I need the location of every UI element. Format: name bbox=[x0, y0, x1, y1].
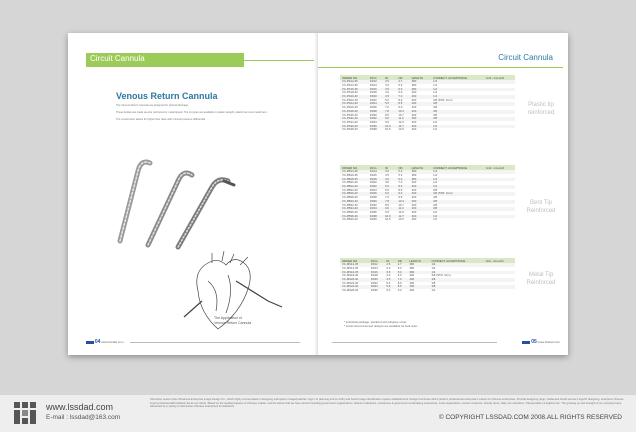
table-cell: 4.5 bbox=[385, 180, 389, 185]
table-cell: 5.0 bbox=[383, 185, 396, 189]
table-cell: 400 bbox=[411, 119, 417, 124]
table-cell: 5.3 bbox=[398, 172, 403, 177]
table-cell: 4.0 bbox=[385, 90, 389, 95]
caption-line: Venous Return Cannula bbox=[214, 321, 252, 325]
table-cell: 6.0 bbox=[383, 192, 396, 196]
group-label-line: Plastic tip bbox=[528, 102, 554, 108]
page-marker bbox=[86, 341, 94, 344]
cannula-products-image bbox=[108, 141, 258, 251]
table-cell: FR40 bbox=[369, 217, 377, 222]
table-group-label bbox=[518, 271, 564, 287]
table-cell: 3/8 (STR. form) bbox=[433, 97, 453, 102]
table-cell: 1/2 bbox=[433, 127, 438, 132]
table-cell: 3/8 bbox=[429, 278, 483, 282]
table-cell-empty bbox=[484, 128, 515, 132]
table-cell: 8.0 bbox=[396, 185, 409, 189]
table-cell: 3.0 bbox=[385, 82, 389, 87]
table-cell: VC-PS26-40 bbox=[342, 105, 358, 110]
table-cell: 9.0 bbox=[398, 105, 403, 110]
spec-table-metal bbox=[340, 258, 515, 293]
table-group-label bbox=[518, 199, 564, 215]
table-cell: FR20 bbox=[369, 278, 385, 282]
table-cell: 400 bbox=[409, 280, 415, 285]
spec-table-plastic bbox=[340, 75, 515, 132]
table-cell: 11.0 bbox=[396, 207, 409, 211]
table-cell: 3/8 bbox=[431, 200, 484, 204]
table-cell: 5.3 bbox=[397, 265, 402, 270]
table-cell: FR14 bbox=[370, 265, 378, 270]
table-cell: FR18 bbox=[369, 90, 377, 95]
brochure-spread bbox=[68, 33, 568, 355]
table-cell: 5.3 bbox=[398, 82, 403, 87]
section-banner bbox=[86, 53, 244, 67]
table-cell: 10.5 bbox=[385, 217, 391, 222]
table-cell: 400 bbox=[410, 192, 432, 196]
footer-rule bbox=[332, 342, 497, 343]
company-disclaimer: Shenzhen Lesson Hitun Business Enterprise Image Design Co., which highly concentrated in designing enterprise's image(material / logo / VI planning and so forth) and brand image identification system establishment. Design brochures which perform professional enterprise's culture for Chinese enterprises. Provide designing (logo / trademark brand service's logo/VI designing, enterprise Chinese import professional/foundation list as our client). Based on the leading features of Chinese market, and the clients that we have served including government organizations, finance institutions, enterprises & government undertaking enterprises, mass organization, tourism business, Faculty items, daily use industries, Transportation & logistics etc. The growing up and strength of our company have witnessed by a variety of well-known Chinese enterprises & institutions. bbox=[150, 398, 624, 409]
table-cell: 7.0 bbox=[398, 180, 403, 185]
column-header: OD bbox=[396, 258, 408, 263]
table-cell: 9.0 bbox=[383, 207, 396, 211]
illustration-caption bbox=[214, 316, 251, 326]
table-cell: 1/4 bbox=[431, 80, 484, 84]
table-row bbox=[340, 218, 515, 222]
table-cell: VC-PB24-40 bbox=[342, 187, 358, 192]
table-cell: 1/4 bbox=[433, 180, 438, 185]
right-page-footer bbox=[522, 339, 560, 345]
footer-url: www.lssdad.com bbox=[537, 339, 560, 344]
contact-email[interactable]: E-mail : lssdad@163.com bbox=[46, 414, 121, 421]
table-cell: 3/8 (STR. form) bbox=[431, 192, 484, 196]
table-cell: VC-PS16-35 bbox=[340, 88, 368, 92]
table-cell: 400 bbox=[411, 195, 417, 200]
table-cell: 400 bbox=[411, 127, 417, 132]
table-cell: 1/2 bbox=[433, 209, 438, 214]
table-cell: 400 bbox=[410, 200, 432, 204]
table-cell: 7.0 bbox=[396, 278, 408, 282]
table-cell: 9.5 bbox=[385, 119, 389, 124]
table-cell: 9.5 bbox=[398, 195, 403, 200]
table-cell: 400 bbox=[411, 180, 417, 185]
table-cell: 9.0 bbox=[397, 288, 402, 293]
column-header: CONNECT. ACCEPTANCE bbox=[431, 165, 484, 170]
table-cell: VC-MS24-40 bbox=[340, 285, 369, 289]
table-cell: VC-MS12-35 bbox=[340, 263, 369, 267]
table-cell: FR16 bbox=[369, 172, 377, 177]
table-cell: 3/8 bbox=[431, 102, 484, 106]
table-cell: 10.5 bbox=[385, 127, 391, 132]
page-number: 04 bbox=[94, 339, 101, 345]
column-header: Unit : mm,inch bbox=[484, 258, 515, 263]
table-cell: VC-PS12-35 bbox=[340, 80, 368, 84]
table-cell: 13.5 bbox=[398, 217, 404, 222]
table-cell: VC-MS26-40 bbox=[342, 288, 359, 293]
table-cell: 1/4 bbox=[433, 172, 438, 177]
table-cell: 8.0 bbox=[398, 97, 403, 102]
table-cell: 1/2 bbox=[431, 288, 436, 293]
table-cell: 8.5 bbox=[396, 285, 408, 289]
table-cell: FR28 bbox=[368, 110, 383, 114]
column-header: CONNECT. ACCEPTANCE bbox=[431, 75, 484, 80]
table-cell: 5.5 bbox=[383, 102, 396, 106]
column-header: OD bbox=[396, 165, 409, 170]
table-cell: 1/4 bbox=[431, 170, 484, 174]
table-cell: FR32 bbox=[368, 117, 383, 121]
right-page-title: Circuit Cannula bbox=[498, 53, 553, 62]
table-cell: VC-PB18-35 bbox=[340, 178, 368, 182]
banner-rule bbox=[244, 60, 314, 61]
table-cell: 400 bbox=[411, 97, 417, 102]
intro-text bbox=[116, 104, 276, 125]
table-cell: 3/8 bbox=[431, 280, 436, 285]
table-cell: VC-MS14-35 bbox=[342, 265, 359, 270]
table-cell: 1/4 bbox=[431, 95, 484, 99]
table-cell: FR26 bbox=[368, 192, 383, 196]
table-cell: 1/2 bbox=[431, 215, 484, 219]
table-cell: FR32 bbox=[369, 202, 377, 207]
table-cell: 8.5 bbox=[396, 102, 409, 106]
table-cell: 5.0 bbox=[385, 97, 389, 102]
column-header: LENGTH bbox=[410, 165, 432, 170]
table-cell: 7.0 bbox=[396, 95, 409, 99]
table-cell: 5.5 bbox=[384, 285, 395, 289]
table-cell: VC-PS38-40 bbox=[342, 127, 358, 132]
table-cell: 400 bbox=[410, 207, 432, 211]
table-cell: FR20 bbox=[369, 180, 377, 185]
copyright-notice: © COPYRIGHT LSSDAD.COM 2008.ALL RIGHTS RESERVED bbox=[438, 414, 622, 421]
table-cell: FR30 bbox=[368, 200, 383, 204]
column-header: Unit : mm,inch bbox=[484, 165, 515, 170]
table-cell: VC-MS20-40 bbox=[340, 278, 369, 282]
table-cell: 8.5 bbox=[385, 112, 389, 117]
site-logo-icon bbox=[14, 402, 36, 424]
table-cell: 4.0 bbox=[383, 178, 396, 182]
table-cell: 6.0 bbox=[398, 90, 403, 95]
table-cell: 1/4 bbox=[429, 263, 483, 267]
table-cell: 1/2 bbox=[431, 125, 484, 129]
table-cell: 1/4 bbox=[431, 265, 436, 270]
table-cell: 10.3 bbox=[396, 110, 409, 114]
table-cell: VC-PB40-40 bbox=[342, 217, 358, 222]
table-cell: 7.8 bbox=[383, 110, 396, 114]
table-cell: VC-MS22-40 bbox=[342, 280, 359, 285]
table-cell: FR22 bbox=[368, 185, 383, 189]
table-cell: FR34 bbox=[369, 119, 377, 124]
table-cell: FR28 bbox=[369, 195, 377, 200]
table-cell: 5.3 bbox=[396, 170, 409, 174]
table-cell: FR14 bbox=[368, 170, 383, 174]
table-cell: 3.5 bbox=[384, 271, 395, 275]
table-cell: 10.0 bbox=[383, 125, 396, 129]
table-cell: 380 bbox=[410, 80, 432, 84]
column-header: ID bbox=[383, 75, 396, 80]
table-cell: 2.5 bbox=[384, 263, 395, 267]
table-cell: 8.0 bbox=[397, 280, 402, 285]
table-cell: 380 bbox=[407, 271, 429, 275]
table-cell: FR18 bbox=[370, 273, 378, 278]
table-cell: 3/8 bbox=[433, 187, 438, 192]
intro-paragraph: The Venous Return Cannula are designed for optimal drainage. bbox=[116, 104, 189, 107]
table-cell: 380 bbox=[410, 178, 432, 182]
table-cell: VC-PS32-40 bbox=[340, 117, 368, 121]
table-cell: 400 bbox=[410, 110, 432, 114]
column-header: FR.G bbox=[369, 258, 385, 263]
table-cell: 3/8 bbox=[429, 285, 483, 289]
group-label-line: Reinforced bbox=[526, 208, 556, 214]
column-header: ORDER NO. bbox=[340, 258, 369, 263]
caption-line: The Application of bbox=[214, 316, 242, 320]
column-header: ID bbox=[383, 165, 396, 170]
footer-url: www.lssdad.com bbox=[101, 339, 124, 344]
page-marker bbox=[522, 341, 530, 344]
table-notes bbox=[344, 320, 418, 328]
table-cell: 1/2 bbox=[433, 217, 438, 222]
spec-table-bent bbox=[340, 165, 515, 222]
table-cell: 3/8 bbox=[433, 202, 438, 207]
right-page bbox=[318, 33, 568, 355]
table-cell: FR26 bbox=[370, 288, 378, 293]
table-cell: VC-PS20-40 bbox=[340, 95, 368, 99]
table-cell: 3.5 bbox=[383, 88, 396, 92]
table-cell: FR14 bbox=[369, 82, 377, 87]
group-label-line: reinforced bbox=[527, 110, 555, 116]
table-cell: VC-MS18-40 bbox=[342, 273, 359, 278]
table-cell: 380 bbox=[407, 263, 429, 267]
column-header: ORDER NO. bbox=[340, 165, 368, 170]
column-header: ORDER NO. bbox=[340, 75, 368, 80]
table-cell: FR26 bbox=[369, 105, 377, 110]
table-cell-empty bbox=[484, 289, 515, 293]
table-cell: VC-MS16-35 bbox=[340, 271, 369, 275]
page-title: Venous Return Cannula bbox=[116, 91, 218, 101]
table-cell: 3/8 bbox=[433, 112, 438, 117]
table-cell: FR30 bbox=[369, 112, 377, 117]
table-cell: FR22 bbox=[370, 280, 378, 285]
table-cell: 400 bbox=[411, 187, 417, 192]
table-cell: VC-PB16-35 bbox=[342, 172, 358, 177]
table-cell: FR12 bbox=[368, 80, 383, 84]
table-cell: 1/4 bbox=[429, 271, 483, 275]
table-cell: 9.5 bbox=[385, 209, 389, 214]
table-cell: 4.5 bbox=[383, 95, 396, 99]
table-cell: 400 bbox=[411, 105, 417, 110]
section-banner-label: Circuit Cannula bbox=[90, 54, 145, 63]
table-cell: 380 bbox=[411, 82, 417, 87]
table-cell: FR36 bbox=[369, 209, 377, 214]
table-cell: 5.5 bbox=[385, 187, 389, 192]
table-cell: VC-PB34-40 bbox=[340, 207, 368, 211]
footer-rule bbox=[130, 342, 300, 343]
table-cell: VC-PB26-40 bbox=[340, 192, 368, 196]
table-cell: 10.7 bbox=[398, 202, 404, 207]
table-cell: 13.5 bbox=[398, 127, 404, 132]
table-row bbox=[340, 289, 515, 293]
table-row bbox=[340, 128, 515, 132]
table-cell: VC-PB32-40 bbox=[342, 202, 358, 207]
column-header: Unit : mm,inch bbox=[484, 75, 515, 80]
table-cell: 4.7 bbox=[396, 80, 409, 84]
column-header: FR.G bbox=[368, 165, 383, 170]
table-cell: 11.0 bbox=[396, 117, 409, 121]
table-group-label bbox=[518, 101, 564, 117]
intro-paragraph: These bodies are made as wire reinforced or metal tipped. The tip types are available in plastic straight, plastic bent and metal bent. bbox=[116, 111, 268, 114]
table-cell: 2.5 bbox=[383, 80, 396, 84]
table-cell: 10.3 bbox=[396, 200, 409, 204]
intro-paragraph: The construction allows for higher flow rates with minimal pressure differential. bbox=[116, 118, 206, 121]
table-cell: 3.0 bbox=[386, 265, 391, 270]
table-cell: FR20 bbox=[368, 95, 383, 99]
column-header: FR.G bbox=[368, 75, 383, 80]
table-cell: 400 bbox=[410, 95, 432, 99]
table-cell: FR22 bbox=[369, 97, 377, 102]
table-cell: 1/4 bbox=[433, 82, 438, 87]
table-cell: 3/8 bbox=[433, 195, 438, 200]
table-cell: 7.0 bbox=[385, 105, 389, 110]
table-cell: 400 bbox=[407, 278, 429, 282]
table-cell: 12.7 bbox=[396, 125, 409, 129]
table-cell: 380 bbox=[410, 88, 432, 92]
table-cell: VC-PB30-40 bbox=[340, 200, 368, 204]
column-header: CONNECT. ACCEPTANCE bbox=[429, 258, 483, 263]
table-cell: 12.0 bbox=[398, 209, 404, 214]
group-label-line: Metal Tip bbox=[528, 272, 554, 278]
table-cell: 400 bbox=[410, 117, 432, 121]
table-cell: 3/8 bbox=[433, 105, 438, 110]
column-header: LENGTH bbox=[410, 75, 432, 80]
table-cell: 10.0 bbox=[383, 215, 396, 219]
table-cell: FR16 bbox=[369, 271, 385, 275]
table-cell: FR12 bbox=[369, 263, 385, 267]
table-cell: 8.5 bbox=[398, 187, 403, 192]
table-cell: 5.3 bbox=[396, 271, 408, 275]
table-cell: 5.3 bbox=[396, 88, 409, 92]
table-cell: 400 bbox=[411, 112, 417, 117]
table-cell: 5.0 bbox=[386, 280, 391, 285]
table-cell: VC-PS36-40 bbox=[340, 125, 368, 129]
table-cell: 400 bbox=[410, 185, 432, 189]
column-header: OD bbox=[396, 75, 409, 80]
table-cell: 400 bbox=[410, 102, 432, 106]
table-cell: VC-PS18-40 bbox=[342, 90, 358, 95]
table-cell: 10.7 bbox=[398, 112, 404, 117]
group-label-line: Bent Tip bbox=[529, 200, 552, 206]
table-cell: 9.0 bbox=[383, 117, 396, 121]
table-cell: VC-PS24-40 bbox=[340, 102, 368, 106]
left-page bbox=[68, 33, 318, 355]
table-cell: 1/4 bbox=[431, 88, 484, 92]
table-cell: FR36 bbox=[368, 125, 383, 129]
table-cell: 3/8 (STR. form) bbox=[431, 273, 451, 278]
table-cell: 3.0 bbox=[383, 170, 396, 174]
group-label-line: Reinforced bbox=[526, 280, 556, 286]
note-line: * Customized sizes and designs are available for bulk order bbox=[344, 324, 418, 328]
table-cell: VC-PB38-40 bbox=[340, 215, 368, 219]
table-cell: FR34 bbox=[368, 207, 383, 211]
table-cell: 4.5 bbox=[384, 278, 395, 282]
table-cell: 4.7 bbox=[396, 263, 408, 267]
site-url[interactable]: www.lssdad.com bbox=[46, 402, 114, 412]
table-cell: VC-PS30-40 bbox=[342, 112, 358, 117]
table-cell: FR24 bbox=[368, 102, 383, 106]
table-cell: 400 bbox=[411, 90, 417, 95]
table-cell: 1/4 bbox=[433, 90, 438, 95]
table-cell: 400 bbox=[409, 288, 415, 293]
table-cell: VC-PB28-40 bbox=[342, 195, 358, 200]
table-cell: 7.0 bbox=[385, 195, 389, 200]
title-rule bbox=[318, 67, 563, 68]
table-cell: 400 bbox=[411, 217, 417, 222]
table-cell: FR16 bbox=[368, 88, 383, 92]
table-cell: FR24 bbox=[369, 187, 377, 192]
table-cell: 8.5 bbox=[385, 202, 389, 207]
table-cell: 6.0 bbox=[397, 273, 402, 278]
table-cell: 380 bbox=[409, 265, 415, 270]
table-cell: 4.0 bbox=[386, 273, 391, 278]
table-cell: VC-PS28-40 bbox=[340, 110, 368, 114]
table-cell: VC-PB14-35 bbox=[340, 170, 368, 174]
table-cell: VC-PS22-40 bbox=[342, 97, 358, 102]
table-cell: 400 bbox=[407, 285, 429, 289]
note-line: * Individual package, sterilized with ethylene oxide bbox=[344, 320, 407, 324]
table-cell: 1/4 bbox=[431, 185, 484, 189]
table-cell: 400 bbox=[410, 215, 432, 219]
table-cell: 400 bbox=[411, 209, 417, 214]
table-cell: VC-PB22-40 bbox=[340, 185, 368, 189]
table-cell: 3/8 bbox=[431, 207, 484, 211]
table-cell: 12.0 bbox=[398, 119, 404, 124]
table-cell: FR24 bbox=[369, 285, 385, 289]
table-cell: 400 bbox=[409, 273, 415, 278]
table-cell: FR18 bbox=[368, 178, 383, 182]
table-cell: VC-PB20-40 bbox=[342, 180, 358, 185]
table-cell: 7.8 bbox=[383, 200, 396, 204]
table-cell: VC-PB36-40 bbox=[342, 209, 358, 214]
table-cell: 1/2 bbox=[433, 119, 438, 124]
table-cell: VC-PS34-40 bbox=[342, 119, 358, 124]
left-page-footer bbox=[86, 339, 124, 345]
table-cell: 3/8 bbox=[431, 117, 484, 121]
table-cell: 12.7 bbox=[396, 215, 409, 219]
table-cell: 6.0 bbox=[396, 178, 409, 182]
table-cell: 380 bbox=[411, 172, 417, 177]
table-cell-empty bbox=[484, 218, 515, 222]
table-cell: FR38 bbox=[369, 127, 377, 132]
table-cell: FR38 bbox=[368, 215, 383, 219]
table-cell: 400 bbox=[410, 125, 432, 129]
table-cell: 400 bbox=[411, 202, 417, 207]
table-cell: 9.0 bbox=[396, 192, 409, 196]
page-number: 05 bbox=[531, 339, 537, 345]
table-cell: 6.0 bbox=[386, 288, 391, 293]
table-cell: VC-PS14-35 bbox=[342, 82, 358, 87]
column-header: ID bbox=[384, 258, 395, 263]
column-header: LENGTH bbox=[407, 258, 429, 263]
table-cell: 3/8 bbox=[431, 110, 484, 114]
table-cell: 1/4 bbox=[431, 178, 484, 182]
table-cell: 3.5 bbox=[385, 172, 389, 177]
table-cell: 380 bbox=[410, 170, 432, 174]
